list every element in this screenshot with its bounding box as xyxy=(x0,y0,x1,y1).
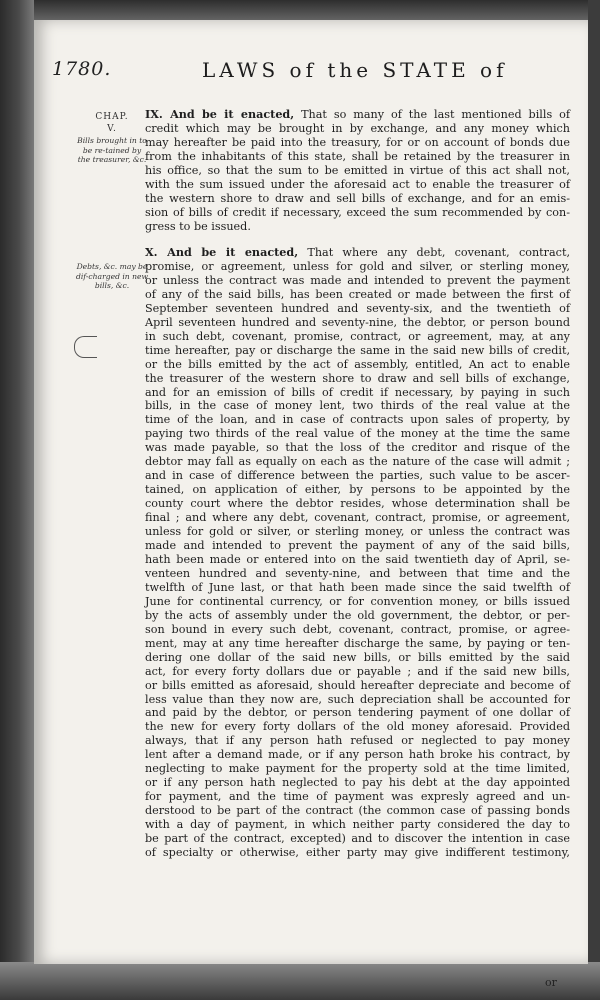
text-line-content: neglecting to make payment for the property sold at the time limited, xyxy=(145,762,570,776)
text-line xyxy=(145,178,570,192)
section-heading: IX. And be it enacted, xyxy=(145,107,295,121)
text-line-content: bills, in the case of money lent, two thirds of the real value at the xyxy=(145,399,570,413)
text-line-content: debtor may fall as equally on each as the nature of the case will admit ; xyxy=(145,455,570,469)
margin-note-text: Bills brought in to be re-tained by the treasurer, &c. xyxy=(77,136,147,164)
text-line-content: for payment, and the time of payment was expresly agreed and un- xyxy=(145,790,570,804)
chap-number: V. xyxy=(107,124,117,134)
text-line-content: paying two thirds of the real value of the money at the time the same xyxy=(145,427,570,441)
text-line-content: or bills emitted as aforesaid, should hereafter depreciate and become of xyxy=(145,678,570,692)
section-ix xyxy=(145,108,570,234)
scan-edge-bottom xyxy=(0,962,600,1000)
page-header xyxy=(52,58,572,88)
text-line-content: promise, or agreement, unless for gold and silver, or sterling money, xyxy=(145,259,570,273)
text-line xyxy=(145,358,570,372)
text-line-content: time hereafter, pay or discharge the same in the said new bills of credit, xyxy=(145,343,570,357)
text-line xyxy=(145,818,570,832)
text-line xyxy=(145,679,570,693)
text-line-content: always, that if any person hath refused or neglected to pay money xyxy=(145,734,570,748)
text-line xyxy=(145,122,570,136)
text-line-content: ment, may at any time hereafter discharge the same, by paying or ten- xyxy=(145,636,570,650)
text-line xyxy=(145,706,570,720)
text-line xyxy=(145,455,570,469)
text-line xyxy=(145,581,570,595)
scan-edge-right xyxy=(588,0,600,1000)
text-line-content: derstood to be part of the contract (the common case of passing bonds xyxy=(145,804,570,818)
text-line-content: the western shore to draw and sell bills of exchange, and for an emis- xyxy=(145,191,570,205)
text-line xyxy=(145,206,570,220)
text-line xyxy=(145,511,570,525)
text-line xyxy=(145,399,570,413)
text-line xyxy=(145,441,570,455)
text-line-content: in such debt, covenant, promise, contract, or agreement, may, at any xyxy=(145,329,570,343)
text-line-content: time of the loan, and in case of contracts upon sales of property, by xyxy=(145,413,570,427)
text-line xyxy=(145,164,570,178)
text-line xyxy=(145,386,570,400)
text-line xyxy=(145,108,570,122)
section-x xyxy=(145,246,570,860)
text-line xyxy=(145,567,570,581)
text-line-content: of specialty or otherwise, either party may give indifferent testimony, xyxy=(145,845,570,859)
text-line-content: from the inhabitants of this state, shall be retained by the treasurer in xyxy=(145,149,570,163)
text-line xyxy=(145,372,570,386)
text-line xyxy=(145,427,570,441)
text-line xyxy=(145,260,570,274)
text-line-content: made and intended to prevent the payment of any of the said bills, xyxy=(145,539,570,553)
pencil-mark xyxy=(74,336,97,358)
text-line-content: June for continental currency, or for convention money, or bills issued xyxy=(145,594,570,608)
text-line xyxy=(145,693,570,707)
text-line xyxy=(145,288,570,302)
text-line xyxy=(145,595,570,609)
text-line xyxy=(145,413,570,427)
text-line xyxy=(145,302,570,316)
text-line xyxy=(145,274,570,288)
text-line-content: act, for every forty dollars due or payable ; and if the said new bills, xyxy=(145,664,570,678)
text-line-content: hath been made or entered into on the said twentieth day of April, se- xyxy=(145,552,570,566)
text-line-content: That so many of the last mentioned bills of xyxy=(301,108,570,121)
margin-note-chapter xyxy=(76,112,148,165)
text-line-content: or unless the contract was made and intended to prevent the payment xyxy=(145,273,570,287)
text-line-content: with the sum issued under the aforesaid act to enable the treasurer of xyxy=(145,177,570,191)
text-line xyxy=(145,804,570,818)
text-line-content: by the acts of assembly under the old government, the debtor, or per- xyxy=(145,608,570,622)
text-line-content: county court where the debtor resides, whose determination shall be xyxy=(145,497,570,511)
text-line xyxy=(145,776,570,790)
text-line-content: the new for every forty dollars of the old money aforesaid. Provided xyxy=(145,720,570,734)
text-line-content: lent after a demand made, or if any person hath broke his contract, by xyxy=(145,748,570,762)
chap-label: CHAP. xyxy=(95,112,129,122)
text-line xyxy=(145,651,570,665)
margin-note-debts xyxy=(76,262,148,291)
text-line xyxy=(145,539,570,553)
text-line xyxy=(145,246,570,260)
margin-note-text: Debts, &c. may be dif-charged in new bills, &c. xyxy=(76,262,148,290)
text-line-content: with a day of payment, in which neither party considered the day to xyxy=(145,818,570,832)
text-line xyxy=(145,553,570,567)
text-line xyxy=(145,790,570,804)
text-line-content: That where any debt, covenant, contract, xyxy=(307,246,570,259)
text-line-content: his office, so that the sum to be emitted in virtue of this act shall not, xyxy=(145,163,570,177)
text-line-content: venteen hundred and seventy-nine, and between that time and the xyxy=(145,566,570,580)
text-line xyxy=(145,637,570,651)
text-line-content: twelfth of June last, or that hath been made since the said twelfth of xyxy=(145,580,570,594)
text-line xyxy=(145,344,570,358)
text-line xyxy=(145,665,570,679)
text-line xyxy=(145,734,570,748)
text-line-content: September seventeen hundred and seventy-six, and the twentieth of xyxy=(145,301,570,315)
text-line-content: unless for gold or silver, or sterling money, or unless the contract was xyxy=(145,525,570,539)
text-line-content: and paid by the debtor, or person tendering payment of one dollar of xyxy=(145,706,570,720)
text-line-content: April seventeen hundred and seventy-nine, the debtor, or person bound xyxy=(145,315,570,329)
text-line-content: final ; and where any debt, covenant, contract, promise, or agreement, xyxy=(145,511,570,525)
running-title: LAWS of the STATE of xyxy=(202,58,508,82)
page-year: 1780. xyxy=(52,58,112,80)
text-line xyxy=(145,497,570,511)
text-line-content: or the bills emitted by the act of assembly, entitled, An act to enable xyxy=(145,357,570,371)
text-line-content: less value than they now are, such depreciation shall be accounted for xyxy=(145,692,570,706)
text-line xyxy=(145,846,570,860)
text-line xyxy=(145,192,570,206)
text-line xyxy=(145,609,570,623)
text-line xyxy=(145,330,570,344)
text-line xyxy=(145,623,570,637)
text-line xyxy=(145,762,570,776)
text-line-content: or if any person hath neglected to pay his debt at the day appointed xyxy=(145,776,570,790)
text-line-content: son bound in every such debt, covenant, contract, promise, or agree- xyxy=(145,622,570,636)
text-line-content: the treasurer of the western shore to draw and sell bills of exchange, xyxy=(145,371,570,385)
text-line xyxy=(145,220,570,234)
text-line-content: gress to be issued. xyxy=(145,219,251,233)
text-line-content: sion of bills of credit if necessary, exceed the sum recommended by con- xyxy=(145,205,570,219)
text-line xyxy=(145,469,570,483)
text-line-content: and in case of difference between the parties, such value to be ascer- xyxy=(145,469,570,483)
text-line xyxy=(145,136,570,150)
text-line-content: of any of the said bills, has been created or made between the first of xyxy=(145,287,570,301)
text-line xyxy=(145,748,570,762)
text-line-content: dering one dollar of the said new bills, or bills emitted by the said xyxy=(145,650,570,664)
text-line-content: and for an emission of bills of credit if necessary, by paying in such xyxy=(145,385,570,399)
text-line-content: credit which may be brought in by exchange, and any money which xyxy=(145,121,570,135)
text-line-content: was made payable, so that the loss of the creditor and risque of the xyxy=(145,441,570,455)
text-line xyxy=(145,483,570,497)
scan-edge-left xyxy=(0,0,34,1000)
catchword: or xyxy=(545,976,557,989)
text-line xyxy=(145,525,570,539)
text-line-content: be part of the contract, excepted) and to discover the intention in case xyxy=(145,832,570,846)
text-line xyxy=(145,832,570,846)
text-line-content: may hereafter be paid into the treasury, for or on account of bonds due xyxy=(145,135,570,149)
text-line xyxy=(145,720,570,734)
section-heading: X. And be it enacted, xyxy=(145,245,299,259)
text-line xyxy=(145,316,570,330)
text-line xyxy=(145,150,570,164)
text-line-content: tained, on application of either, by persons to be appointed by the xyxy=(145,483,570,497)
